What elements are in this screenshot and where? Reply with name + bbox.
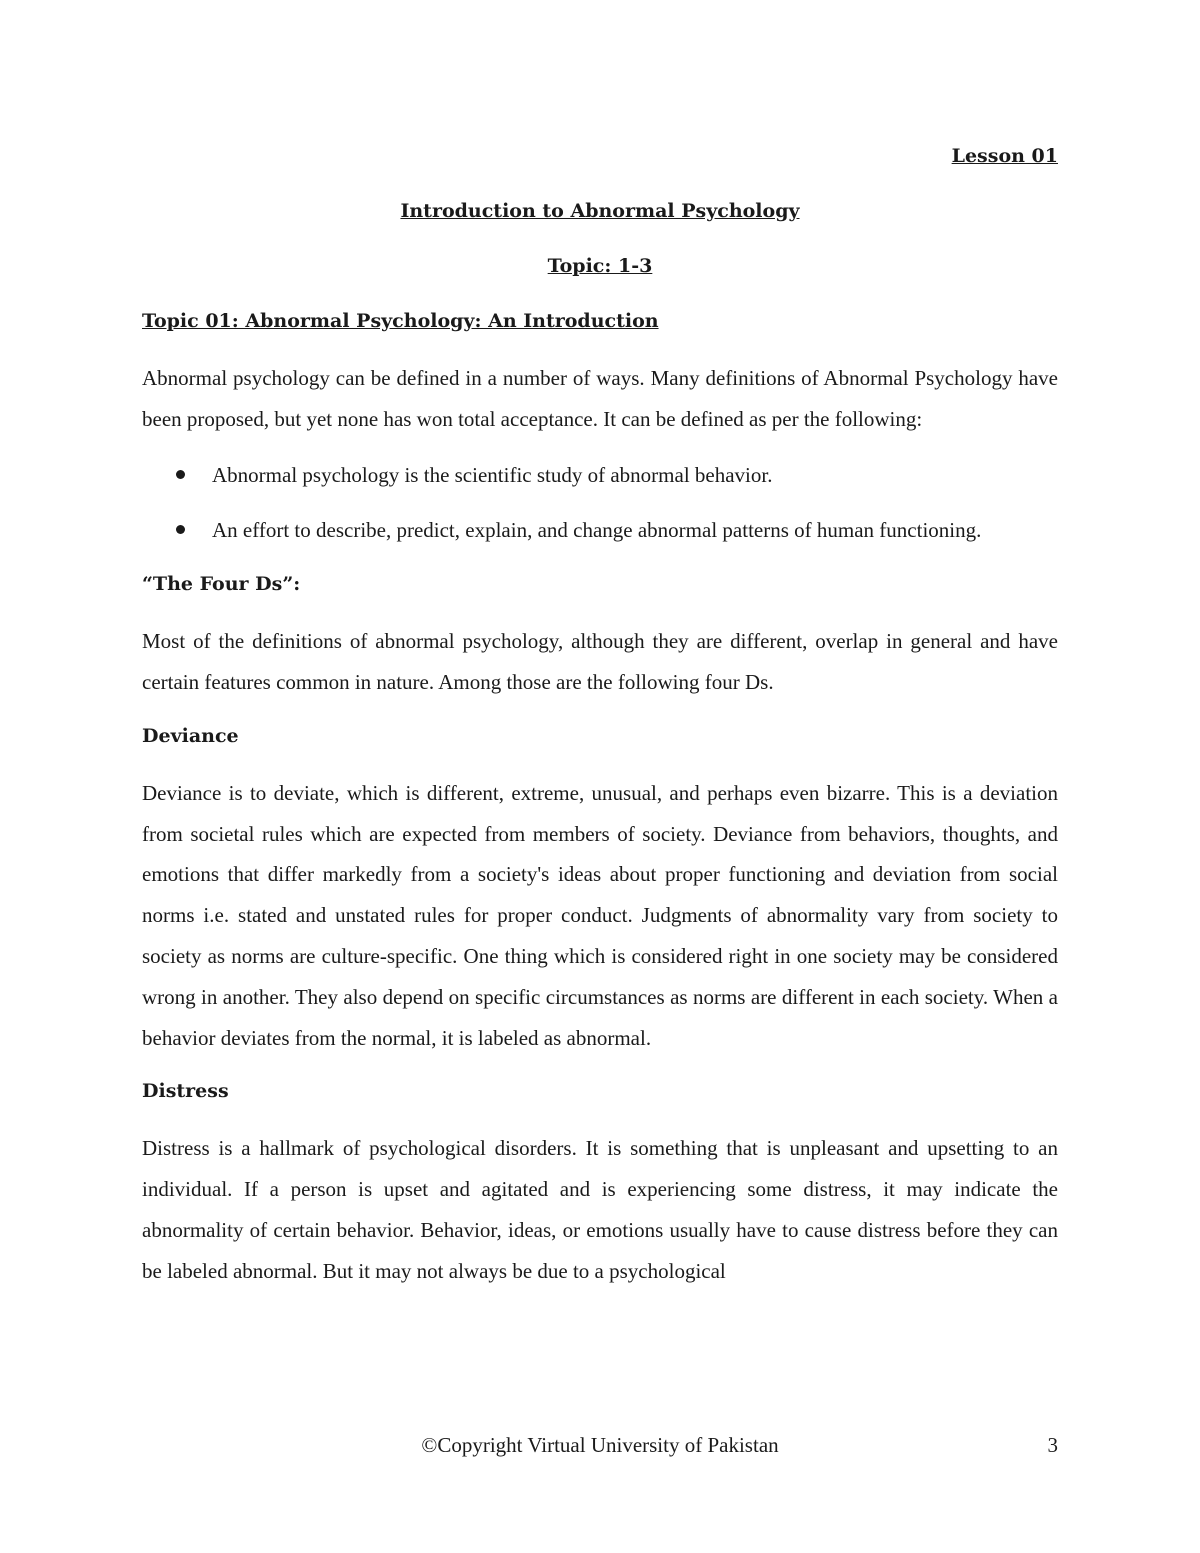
lesson-label: Lesson 01 — [951, 145, 1058, 167]
list-item-text: Abnormal psychology is the scientific study of abnormal behavior. — [212, 462, 773, 487]
distress-paragraph: Distress is a hallmark of psychological disorders. It is something that is unpleasant and upsetting to an individual. If a person is upset and agitated and is experiencing some distress, it may indicate the abnormality of certain behavior. Behavior, ideas, or emotions usually have to cause distress before they can be labeled abnormal. But it may not always be due to a psychological — [142, 1136, 1058, 1283]
four-ds-heading: “The Four Ds”: — [142, 573, 301, 596]
deviance-heading: Deviance — [142, 724, 239, 747]
list-item-text: An effort to describe, predict, explain, and change abnormal patterns of human functioning. — [212, 518, 982, 543]
bullet-icon — [176, 525, 185, 534]
list-item — [142, 455, 1058, 496]
page-content — [142, 138, 1058, 1307]
page-number: 3 — [1047, 1433, 1058, 1457]
page-footer — [0, 1428, 1200, 1462]
definition-list — [142, 455, 1058, 552]
four-ds-paragraph: Most of the definitions of abnormal psychology, although they are different, overlap in general and have certain features common in nature. Among those are the following four Ds. — [142, 629, 1058, 694]
intro-paragraph: Abnormal psychology can be defined in a number of ways. Many definitions of Abnormal Psychology have been proposed, but yet none has won total acceptance. It can be defined as per the following: — [142, 366, 1058, 431]
bullet-icon — [176, 470, 185, 479]
distress-heading: Distress — [142, 1080, 229, 1103]
deviance-paragraph: Deviance is to deviate, which is different, extreme, unusual, and perhaps even bizarre. This is a deviation from societal rules which are expected from members of society. Deviance from behaviors, thoughts, and emotions that differ markedly from a society's ideas about proper functioning and deviation from social norms i.e. stated and unstated rules for proper conduct. Judgments of abnormality vary from society to society as norms are culture-specific. One thing which is considered right in one society may be considered wrong in another. They also depend on specific circumstances as norms are different in each society. When a behavior deviates from the normal, it is labeled as abnormal. — [142, 780, 1058, 1050]
section-heading-topic-01: Topic 01: Abnormal Psychology: An Introduction — [142, 310, 659, 332]
document-title: Introduction to Abnormal Psychology — [400, 200, 800, 222]
list-item — [142, 510, 1058, 551]
copyright-notice: ©Copyright Virtual University of Pakistan — [421, 1433, 779, 1457]
topic-range: Topic: 1-3 — [547, 255, 653, 277]
